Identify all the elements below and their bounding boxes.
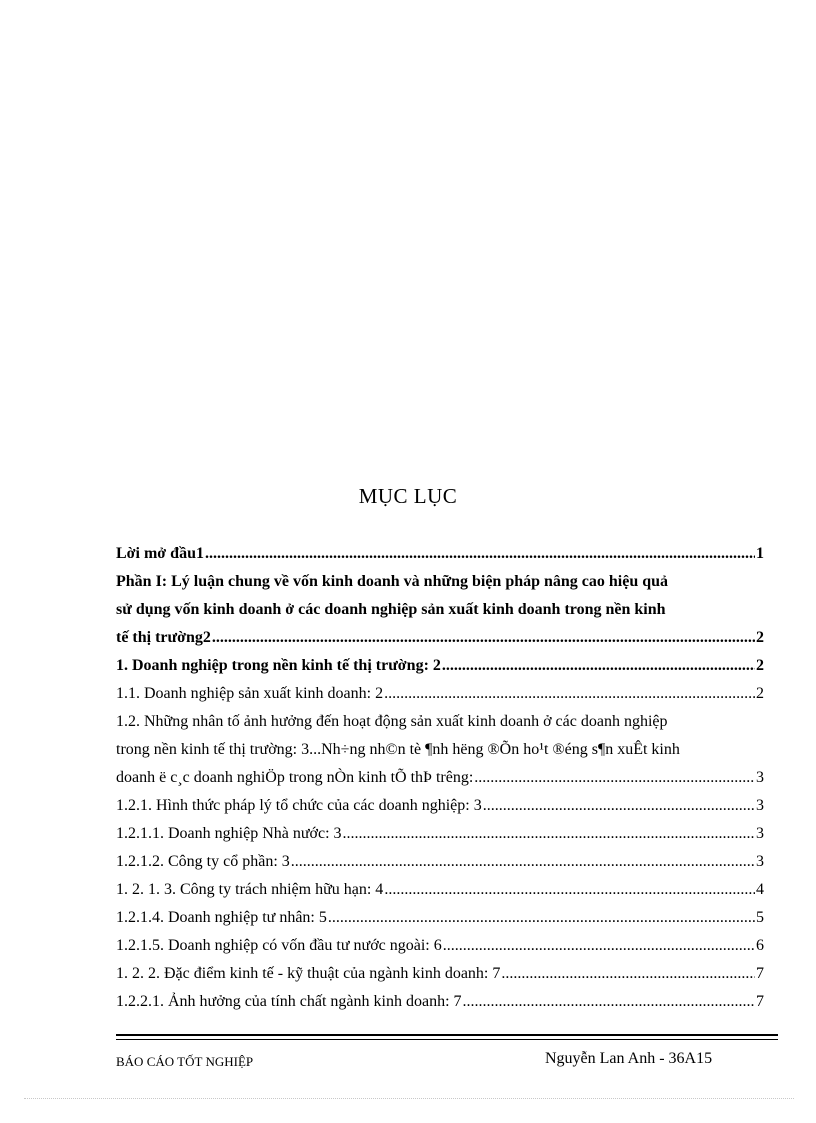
footer-rule-thin	[116, 1039, 778, 1040]
toc-entry-line: Phần I: Lý luận chung về vốn kinh doanh và những biện pháp nâng cao hiệu quả	[116, 573, 669, 590]
toc-entry[interactable]	[116, 652, 764, 680]
dot-leader	[384, 876, 755, 904]
toc-entry[interactable]	[116, 988, 764, 1016]
toc-entry[interactable]	[116, 792, 764, 820]
dot-leader	[205, 540, 755, 568]
footer-rule-thick	[116, 1034, 778, 1036]
dot-leader	[291, 848, 755, 876]
page-edge-dotted-line	[24, 1098, 794, 1099]
dot-leader	[483, 792, 755, 820]
toc-page-number: 7	[756, 993, 764, 1010]
toc-entry[interactable]	[116, 960, 764, 988]
toc-entry[interactable]	[116, 568, 764, 652]
dot-leader	[442, 652, 755, 680]
toc-entry-label: 1.2.1.5. Doanh nghiệp có vốn đầu tư nước ngoài: 6	[116, 937, 442, 954]
toc-entry[interactable]	[116, 708, 764, 792]
toc-entry-label: tế thị trường2	[116, 629, 211, 646]
toc-entry-label: 1.2.1.4. Doanh nghiệp tư nhân: 5	[116, 909, 327, 926]
toc-entry-label: 1.2.1. Hình thức pháp lý tổ chức của các doanh nghiệp: 3	[116, 797, 482, 814]
toc-entry[interactable]	[116, 904, 764, 932]
toc-entry-label: 1. Doanh nghiệp trong nền kinh tế thị trường: 2	[116, 657, 441, 674]
toc-entry[interactable]	[116, 848, 764, 876]
footer-author: Nguyễn Lan Anh - 36A15	[545, 1050, 713, 1067]
toc-page-number: 3	[756, 769, 764, 786]
toc-page-number: 3	[756, 825, 764, 842]
toc-page-number: 3	[756, 853, 764, 870]
dot-leader	[343, 820, 755, 848]
toc-page-number: 3	[756, 797, 764, 814]
dot-leader	[501, 960, 755, 988]
toc-entry-label: doanh ë c¸c doanh nghiÖp trong nÒn kinh tÕ thÞ trêng:	[116, 769, 474, 786]
toc-entry[interactable]	[116, 680, 764, 708]
toc-entry[interactable]	[116, 932, 764, 960]
toc-page-number: 7	[756, 965, 764, 982]
table-of-contents	[116, 540, 764, 1016]
toc-entry-label: 1. 2. 2. Đặc điểm kinh tế - kỹ thuật của ngành kinh doanh: 7	[116, 965, 501, 982]
dot-leader	[474, 764, 755, 792]
toc-page-number: 4	[756, 881, 764, 898]
toc-entry-label: 1.2.1.2. Công ty cổ phần: 3	[116, 853, 290, 870]
toc-page-number: 2	[756, 629, 764, 646]
toc-entry-line: sử dụng vốn kinh doanh ở các doanh nghiệp sản xuất kinh doanh trong nền kinh	[116, 601, 666, 618]
toc-page-number: 2	[756, 685, 764, 702]
toc-entry-label: 1.1. Doanh nghiệp sản xuất kinh doanh: 2	[116, 685, 384, 702]
toc-page-number: 5	[756, 909, 764, 926]
toc-entry-line: trong nền kinh tế thị trường: 3...Nh÷ng nh©n tè ¶nh hëng ®Õn ho¹t ®éng s¶n xuÊt kinh	[116, 741, 680, 758]
toc-entry-label: 1.2.2.1. Ảnh hưởng của tính chất ngành kinh doanh: 7	[116, 993, 462, 1010]
dot-leader	[463, 988, 755, 1016]
dot-leader	[212, 624, 755, 652]
toc-entry-line: 1.2. Những nhân tố ảnh hưởng đến hoạt động sản xuất kinh doanh ở các doanh nghiệp	[116, 713, 668, 730]
toc-page-number: 1	[756, 545, 764, 562]
footer-report-label: BÁO CÁO TỐT NGHIỆP	[116, 1054, 254, 1069]
toc-entry[interactable]	[116, 876, 764, 904]
toc-entry-label: 1. 2. 1. 3. Công ty trách nhiệm hữu hạn: 4	[116, 881, 384, 898]
toc-entry[interactable]	[116, 540, 764, 568]
toc-title: MỤC LỤC	[358, 484, 458, 508]
dot-leader	[328, 904, 755, 932]
toc-page-number: 2	[756, 657, 764, 674]
dot-leader	[443, 932, 755, 960]
dot-leader	[384, 680, 755, 708]
toc-page-number: 6	[756, 937, 764, 954]
toc-entry-label: Lời mở đầu1	[116, 545, 204, 562]
toc-entry-label: 1.2.1.1. Doanh nghiệp Nhà nước: 3	[116, 825, 342, 842]
toc-entry[interactable]	[116, 820, 764, 848]
